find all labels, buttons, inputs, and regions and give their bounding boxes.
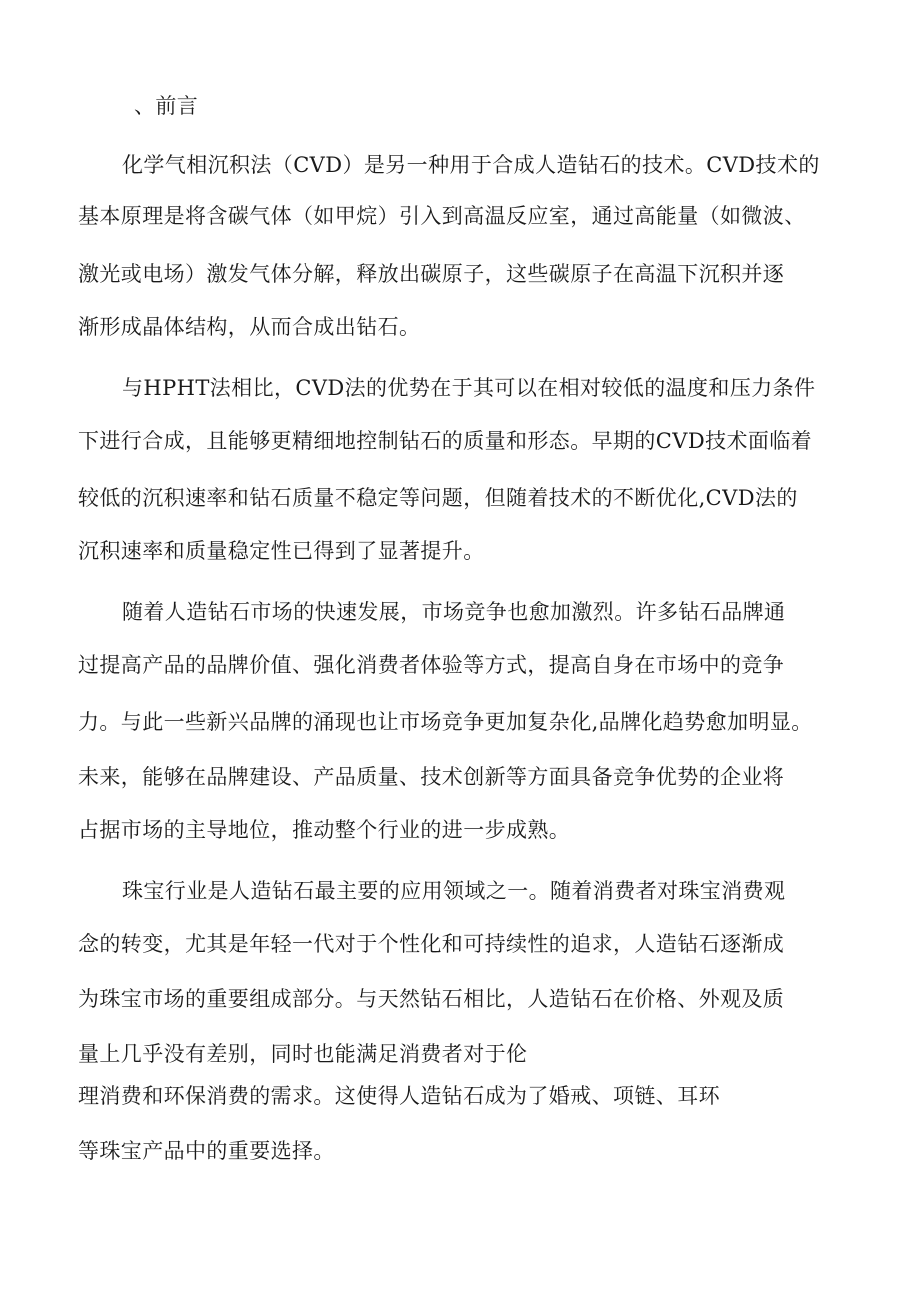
paragraph-4-line-6: 等珠宝产品中的重要选择。 — [78, 1139, 335, 1163]
paragraph-4-line-5: 理消费和环保消费的需求。这使得人造钻石成为了婚戒、项链、耳环 — [78, 1084, 720, 1108]
section-heading: 、前言 — [134, 94, 199, 118]
paragraph-4-line-2: 念的转变，尤其是年轻一代对于个性化和可持续性的追求，人造钻石逐渐成 — [78, 932, 785, 956]
paragraph-3-line-1: 随着人造钻石市场的快速发展，市场竞争也愈加激烈。许多钻石品牌通 — [122, 600, 786, 624]
paragraph-4-line-1: 珠宝行业是人造钻石最主要的应用领域之一。随着消费者对珠宝消费观 — [122, 879, 786, 903]
paragraph-3-line-3: 力。与此一些新兴品牌的涌现也让市场竞争更加复杂化,品牌化趋势愈加明显。 — [78, 710, 813, 734]
paragraph-2-line-2: 下进行合成，且能够更精细地控制钻石的质量和形态。早期的CVD技术面临着 — [78, 429, 813, 453]
paragraph-3-line-5: 占据市场的主导地位，推动整个行业的进一步成熟。 — [78, 818, 571, 842]
paragraph-4-line-4: 量上几乎没有差别，同时也能满足消费者对于伦 — [78, 1042, 528, 1066]
paragraph-1-line-1: 化学气相沉积法（CVD）是另一种用于合成人造钻石的技术。CVD技术的 — [122, 153, 820, 177]
paragraph-1-line-2: 基本原理是将含碳气体（如甲烷）引入到高温反应室，通过高能量（如微波、 — [78, 204, 806, 228]
paragraph-1-line-4: 渐形成晶体结构，从而合成出钻石。 — [78, 315, 421, 339]
paragraph-2-line-1: 与HPHT法相比，CVD法的优势在于其可以在相对较低的温度和压力条件 — [122, 376, 816, 400]
paragraph-4-line-3: 为珠宝市场的重要组成部分。与天然钻石相比，人造钻石在价格、外观及质 — [78, 987, 785, 1011]
paragraph-1-line-3: 激光或电场）激发气体分解，释放出碳原子，这些碳原子在高温下沉积并逐 — [78, 262, 785, 286]
paragraph-3-line-2: 过提高产品的品牌价值、强化消费者体验等方式，提高自身在市场中的竞争 — [78, 653, 785, 677]
paragraph-3-line-4: 未来，能够在品牌建设、产品质量、技术创新等方面具备竞争优势的企业将 — [78, 765, 785, 789]
paragraph-2-line-4: 沉积速率和质量稳定性已得到了显著提升。 — [78, 539, 485, 563]
paragraph-2-line-3: 较低的沉积速率和钻石质量不稳定等问题，但随着技术的不断优化,CVD法的 — [78, 486, 798, 510]
